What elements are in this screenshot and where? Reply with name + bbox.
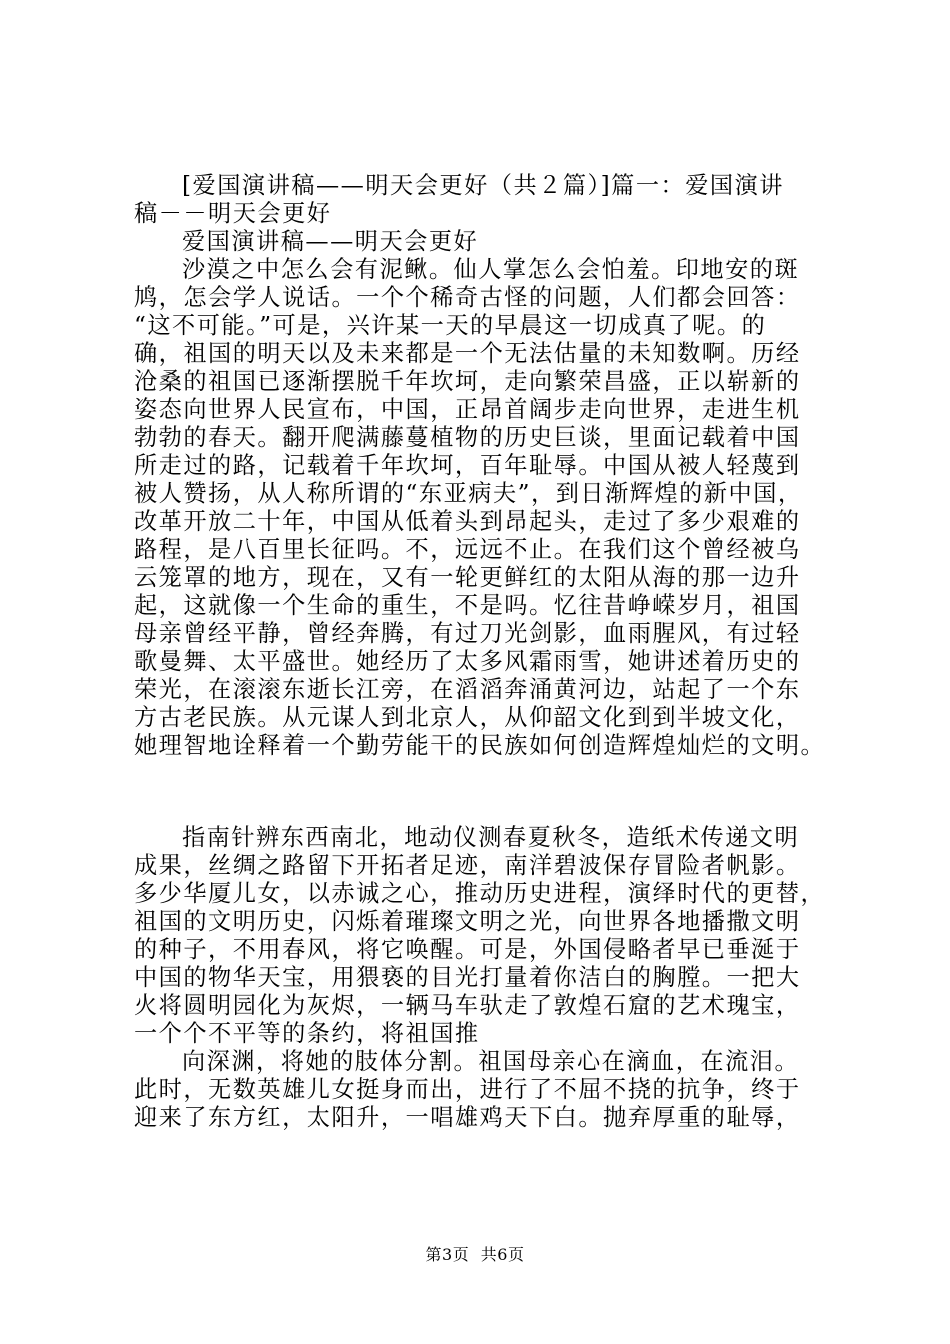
text-line: 中国的物华天宝，用猥亵的目光打量着你洁白的胸膛。一把大 [134,964,801,991]
text-line: 向深渊，将她的肢体分割。祖国母亲心在滴血，在流泪。 [182,1048,800,1075]
text-line: “这不可能。”可是，兴许某一天的早晨这一切成真了呢。的 [134,312,767,339]
text-line: 的种子，不用春风，将它唤醒。可是，外国侵略者早已垂涎于 [134,936,801,963]
text-line: 一个个不平等的条约，将祖国推 [134,1020,480,1047]
text-line: 沙漠之中怎么会有泥鳅。仙人掌怎么会怕羞。印地安的斑 [182,256,800,283]
text-line: 稿－－明天会更好 [134,200,332,227]
text-line: 确，祖国的明天以及未来都是一个无法估量的未知数啊。历经 [134,340,801,367]
text-line: 她理智地诠释着一个勤劳能干的民族如何创造辉煌灿烂的文明。 [134,732,826,759]
text-line: 多少华厦儿女，以赤诚之心，推动历史进程，演绎时代的更替， [134,880,826,907]
text-line: 母亲曾经平静，曾经奔腾，有过刀光剑影，血雨腥风，有过轻 [134,620,801,647]
text-line: 沧桑的祖国已逐渐摆脱千年坎坷，走向繁荣昌盛，正以崭新的 [134,368,801,395]
document-body [134,172,834,1132]
text-line: 方古老民族。从元谋人到北京人，从仰韶文化到到半坡文化， [134,704,801,731]
page-number: 第3页 [425,1245,470,1264]
text-line: 荣光，在滚滚东逝长江旁，在滔滔奔涌黄河边，站起了一个东 [134,676,801,703]
text-line: 鸠，怎会学人说话。一个个稀奇古怪的问题，人们都会回答： [134,284,801,311]
text-line: 云笼罩的地方，现在，又有一轮更鲜红的太阳从海的那一边升 [134,564,801,591]
text-line: 成果，丝绸之路留下开拓者足迹，南洋碧波保存冒险者帆影。 [134,852,801,879]
text-line: 起，这就像一个生命的重生，不是吗。忆往昔峥嵘岁月，祖国 [134,592,801,619]
page-total: 共6页 [480,1245,525,1264]
text-line: [爱国演讲稿——明天会更好（共２篇）]篇一：爱国演讲 [182,172,784,199]
text-line: 所走过的路，记载着千年坎坷，百年耻辱。中国从被人轻蔑到 [134,452,801,479]
text-line: 改革开放二十年，中国从低着头到昂起头，走过了多少艰难的 [134,508,801,535]
paragraph-gap [134,760,834,824]
text-line: 祖国的文明历史，闪烁着璀璨文明之光，向世界各地播撒文明 [134,908,801,935]
text-line: 歌曼舞、太平盛世。她经历了太多风霜雨雪，她讲述着历史的 [134,648,801,675]
page-footer [0,1245,950,1265]
text-line: 被人赞扬，从人称所谓的“东亚病夫”，到日渐辉煌的新中国， [134,480,803,507]
text-line: 爱国演讲稿——明天会更好 [182,228,479,255]
text-line: 路程，是八百里长征吗。不，远远不止。在我们这个曾经被乌 [134,536,801,563]
text-line: 指南针辨东西南北，地动仪测春夏秋冬，造纸术传递文明 [182,824,800,851]
text-line: 姿态向世界人民宣布，中国，正昂首阔步走向世界，走进生机 [134,396,801,423]
text-line: 此时，无数英雄儿女挺身而出，进行了不屈不挠的抗争，终于 [134,1076,801,1103]
text-line: 迎来了东方红，太阳升，一唱雄鸡天下白。抛弃厚重的耻辱， [134,1104,801,1131]
text-line: 火将圆明园化为灰烬，一辆马车驮走了敦煌石窟的艺术瑰宝， [134,992,801,1019]
text-line: 勃勃的春天。翻开爬满藤蔓植物的历史巨谈，里面记载着中国 [134,424,801,451]
